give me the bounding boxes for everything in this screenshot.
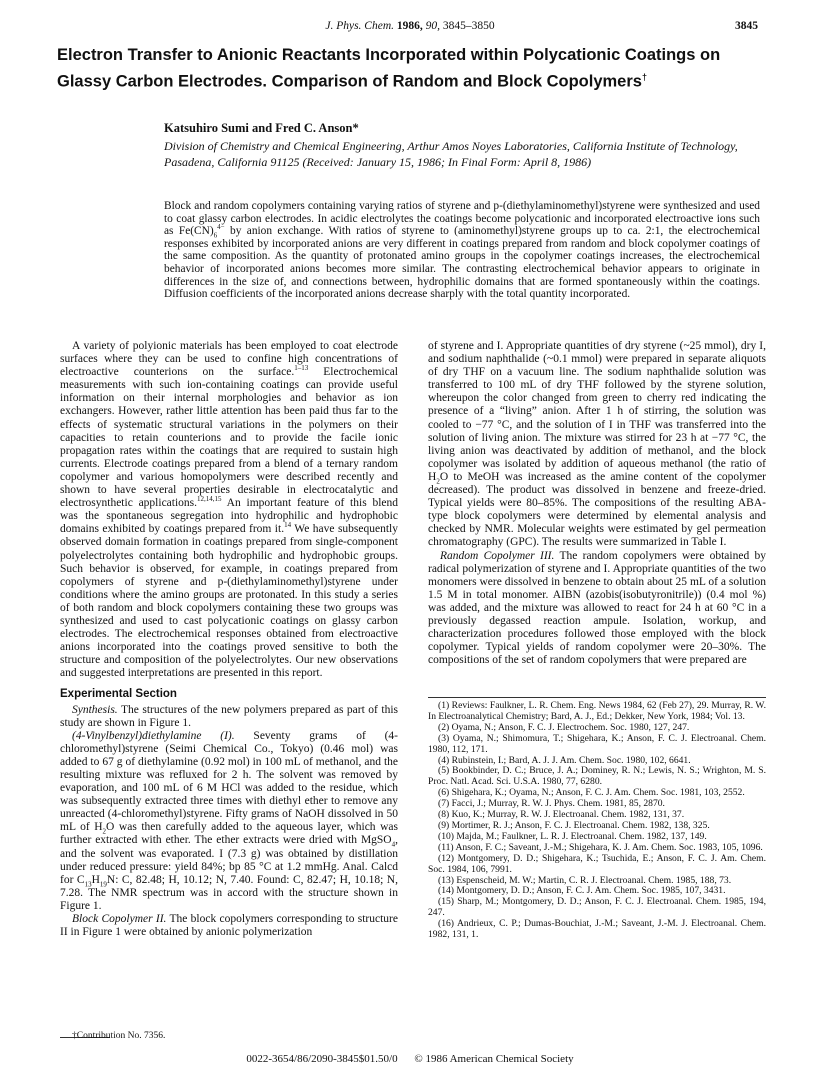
abstract-part-a: Block and random copolymers containing varying ratios of styrene and p-(diethylaminomethyl)styrene were synthesized and used to coat glassy carbon electrodes. In acidic electrolytes the coatings become polycationic and incorporated electroactive ions such as Fe(CN) <box>164 200 760 238</box>
section-heading: Experimental Section <box>60 688 177 701</box>
article-code: 0022-3654/86/2090-3845$01.50/0 <box>246 1053 398 1065</box>
abstract-sub: 6 <box>213 231 218 240</box>
reference-item: (13) Espenscheid, M. W.; Martin, C. R. J. Electroanal. Chem. 1985, 188, 73. <box>438 874 732 886</box>
page-number: 3845 <box>735 20 758 32</box>
intro-paragraph <box>60 340 398 680</box>
reference-item: (3) Oyama, N.; Shimomura, T.; Shigehara, K.; Anson, F. C. J. Electroanal. Chem. 1980, 112, 171. <box>428 732 766 755</box>
h2o-sub-right: 2 <box>436 477 440 486</box>
journal-pages: 3845–3850 <box>442 20 495 32</box>
reference-item: (10) Majda, M.; Faulkner, L. R. J. Electroanal. Chem. 1982, 137, 149. <box>438 830 707 842</box>
page-footer <box>0 1053 820 1065</box>
reference-item: (11) Anson, F. C.; Saveant, J.-M.; Shigehara, K. J. Am. Chem. Soc. 1983, 105, 1096. <box>438 841 763 853</box>
monomer-runin: (4-Vinylbenzyl)diethylamine (I). <box>72 729 235 742</box>
synthesis-paragraph <box>60 704 398 730</box>
intro-b: Electrochemical measurements with such ion-containing coatings can provide useful information on their internal morphologies and behavior as ion exchangers. However, rather little attention has been paid thus far to the effects of systematic structural variations in the polymers on their capacities to retain counterions and to provide the facile ionic propagation rates within the coatings that are required to sustain high currents. Electrode coatings prepared from a blend of a ternary random copolymer and various homopolymers were described recently and shown to have several properties desirable in electrocatalytic and electrosynthetic applications. <box>60 366 398 510</box>
left-column <box>60 340 398 939</box>
synthesis-text: The structures of the new polymers prepared as part of this study are shown in Figure 1. <box>60 703 398 729</box>
ref-12-14-15: 12,14,15 <box>197 495 222 504</box>
right-column <box>428 340 766 667</box>
monomer-c: , and the solvent was evaporated. I (7.3 g) was obtained by distillation under reduced pressure: yield 84%; bp 85 °C at 1.2 mmHg. Anal. Calcd for C <box>60 834 398 886</box>
block-text: The block copolymers corresponding to structure II in Figure 1 were obtained by anionic polymerization <box>60 913 398 939</box>
block-paragraph <box>60 913 398 939</box>
paper-title <box>57 44 767 93</box>
abstract-part-b: by anion exchange. With ratios of styrene to (aminomethyl)styrene groups up to ca. 2:1, the electrochemical responses exhibited by incorporated anions are very different in coatings prepared from random and block copolymer coatings of the same composition. As the quantity of protonated amino groups in the copolymer coatings increases, the electrochemical behavior of incorporated anions becomes more similar. The contrasting electrochemical behavior appears to originate in differences in the size of, and connections between, hydrophilic domains that are formed spontaneously within the coatings. Diffusion coefficients of the incorporated anions decrease sharply with the total quantity incorporated. <box>164 225 760 301</box>
reference-item: (7) Facci, J.; Murray, R. W. J. Phys. Chem. 1981, 85, 2870. <box>438 798 665 810</box>
reference-item: (15) Sharp, M.; Montgomery, D. D.; Anson, F. C. J. Electroanal. Chem. 1985, 194, 247. <box>428 896 766 919</box>
journal-year: 1986, <box>396 20 423 32</box>
reference-item: (9) Mortimer, R. J.; Anson, F. C. J. Electroanal. Chem. 1982, 138, 325. <box>438 819 710 831</box>
reference-item: (14) Montgomery, D. D.; Anson, F. C. J. Am. Chem. Soc. 1985, 107, 3431. <box>438 885 726 897</box>
abstract-sup: 4− <box>217 223 225 232</box>
intro-d: We have subsequently observed domain formation in coatings prepared from single-component polyelectrolytes containing both hydrophilic and hydrophobic groups. Such behavior is observed, for example, in coatings prepared from copolymers of styrene and p-(diethylaminomethyl)styrene under conditions where the amino groups are protonated. In this study a series of both random and block copolymers containing these two groups was synthesized and used to cast polycationic coatings on glassy carbon electrodes. The electrochemical responses obtained from electroactive anions incorporated into the coatings proved sensitive to both the structure and composition of the polyelectrolytes. Our new observations and suggested interpretations are presented in this report. <box>60 523 398 680</box>
reference-item: (5) Bookbinder, D. C.; Bruce, J. A.; Dominey, R. N.; Lewis, N. S.; Wrighton, M. S. Proc. Natl. Acad. Sci. U.S.A. 1980, 77, 6280. <box>428 765 766 788</box>
title-text: Electron Transfer to Anionic Reactants Incorporated within Polycationic Coatings on Glassy Carbon Electrodes. Comparison of Random and Block Copolymers <box>57 46 721 91</box>
intro-c: An important feature of this blend was the spontaneous segregation into hydrophilic and hydrophobic domains exhibited by coatings prepared from it. <box>60 497 399 536</box>
random-runin: Random Copolymer III. <box>440 549 555 562</box>
reference-item: (6) Shigehara, K.; Oyama, N.; Anson, F. C. J. Am. Chem. Soc. 1981, 103, 2552. <box>438 787 745 799</box>
ref-14: 14 <box>284 521 292 530</box>
mgso4-sub: 4 <box>391 840 396 849</box>
reference-item: (4) Rubinstein, I.; Bard, A. J. J. Am. Chem. Soc. 1980, 102, 6641. <box>438 754 691 766</box>
reference-item: (12) Montgomery, D. D.; Shigehara, K.; Tsuchida, E.; Anson, F. C. J. Am. Chem. Soc. 1984, 106, 7991. <box>428 852 766 875</box>
running-head <box>0 20 820 32</box>
continuation-paragraph <box>428 340 766 550</box>
reference-item: (16) Andrieux, C. P.; Dumas-Bouchiat, J.-M.; Saveant, J.-M. J. Electroanal. Chem. 1982, 131, 1. <box>428 918 766 941</box>
random-paragraph <box>428 550 766 668</box>
references <box>428 697 766 941</box>
monomer-b: O was then carefully added to the aqueous layer, which was further extracted with ether. The ether extracts were dried with MgSO <box>60 821 398 847</box>
authors: Katsuhiro Sumi and Fred C. Anson* <box>164 121 359 135</box>
continuation-b: O to MeOH was increased as the amine content of the copolymer decreased). The product was dissolved in benzene and freeze-dried. Typical yields were 80–85%. The compositions of the resulting ABA-type block copolymers were determined by elemental analysis and checked by NMR. Molecular weights were estimated by gel permeation chromatography (GPC). The results were summarized in Table I. <box>428 470 766 549</box>
journal-name: J. Phys. Chem. <box>325 20 395 32</box>
formula-h: H <box>91 873 100 886</box>
abstract <box>164 200 760 301</box>
monomer-d: N: C, 82.48; H, 10.12; N, 7.40. Found: C, 82.47; H, 10.18; N, 7.28. The NMR spectrum was in accord with the structure shown in Figure 1. <box>60 873 398 912</box>
footnote: †Contribution No. 7356. <box>72 1031 166 1041</box>
reference-item: (8) Kuo, K.; Murray, R. W. J. Electroanal. Chem. 1982, 131, 37. <box>438 809 685 821</box>
monomer-a: Seventy grams of (4-chloromethyl)styrene (Seimi Chemical Co., Tokyo) (0.46 mol) was added to 67 g of diethylamine (0.92 mol) in 100 mL of methanol, and the resulting mixture was refluxed for 2 h. The solvent was removed by evaporation, and 100 mL of 6 M HCl was added to the residue, which was subsequently extracted three times with diethyl ether to remove any unreacted (4-chloromethyl)styrene. Fifty grams of NaOH dissolved in 50 mL of H <box>60 729 398 834</box>
continuation-a: of styrene and I. Appropriate quantities of dry styrene (~25 mmol), dry I, and sodium naphthalide (~0.1 mmol) were prepared in separate aliquots of dry THF on a vacuum line. The sodium naphthalide solution was transferred to 100 mL of dry THF followed by the styrene solution, whereupon the color changed from green to cherry red indicating the presence of a “living” anion. After 1 h of stirring, the solution was cooled to −77 °C, and the solution of I in THF was transferred into the solution of living anion. The mixture was stirred for 23 h at −77 °C, the living anion was deactivated by addition of methanol, and the block copolymer was isolated by addition of aqueous methanol (the ratio of H <box>428 340 766 483</box>
h19-sub: 19 <box>99 880 107 889</box>
monomer-paragraph <box>60 730 398 913</box>
ref-1-13: 1–13 <box>294 364 309 373</box>
intro-a: A variety of polyionic materials has been employed to coat electrode surfaces where they can be used to confine high concentrations of electroactive counterions on the surface. <box>60 340 398 379</box>
block-runin: Block Copolymer II. <box>72 913 167 926</box>
synthesis-runin: Synthesis. <box>72 703 118 716</box>
reference-item: (2) Oyama, N.; Anson, F. C. J. Electrochem. Soc. 1980, 127, 247. <box>438 721 690 733</box>
copyright: © 1986 American Chemical Society <box>414 1053 574 1065</box>
random-text: The random copolymers were obtained by radical polymerization of styrene and I. Appropriate quantities of the two monomers were dissolved in benzene to obtain about 25 mL of a solution 1.5 M in total monomer. AIBN (azobis(isobutyronitrile)) (0.4 mol %) was added, and the mixture was allowed to react for 24 h at 60 °C in a previously degassed reaction ampule. Isolation, workup, and characterization procedures followed those employed with the block copolymer. Typical yields of random copolymer were 20–30%. The compositions of the set of random copolymers that were prepared are <box>428 549 766 667</box>
title-dagger: † <box>641 72 647 82</box>
c13-sub: 13 <box>84 880 92 889</box>
journal-volume: 90, <box>425 20 441 32</box>
reference-item: (1) Reviews: Faulkner, L. R. Chem. Eng. News 1984, 62 (Feb 27), 29. Murray, R. W. In Electroanalytical Chemistry; Bard, A. J., Ed.; Dekker, New York, 1984; Vol. 13. <box>428 700 766 722</box>
h2o-sub: 2 <box>102 827 107 836</box>
affiliation: Division of Chemistry and Chemical Engineering, Arthur Amos Noyes Laboratories, California Institute of Technology, Pasadena, California 91125 (Received: January 15, 1986; In Final Form: April 8, 1986) <box>164 139 738 169</box>
